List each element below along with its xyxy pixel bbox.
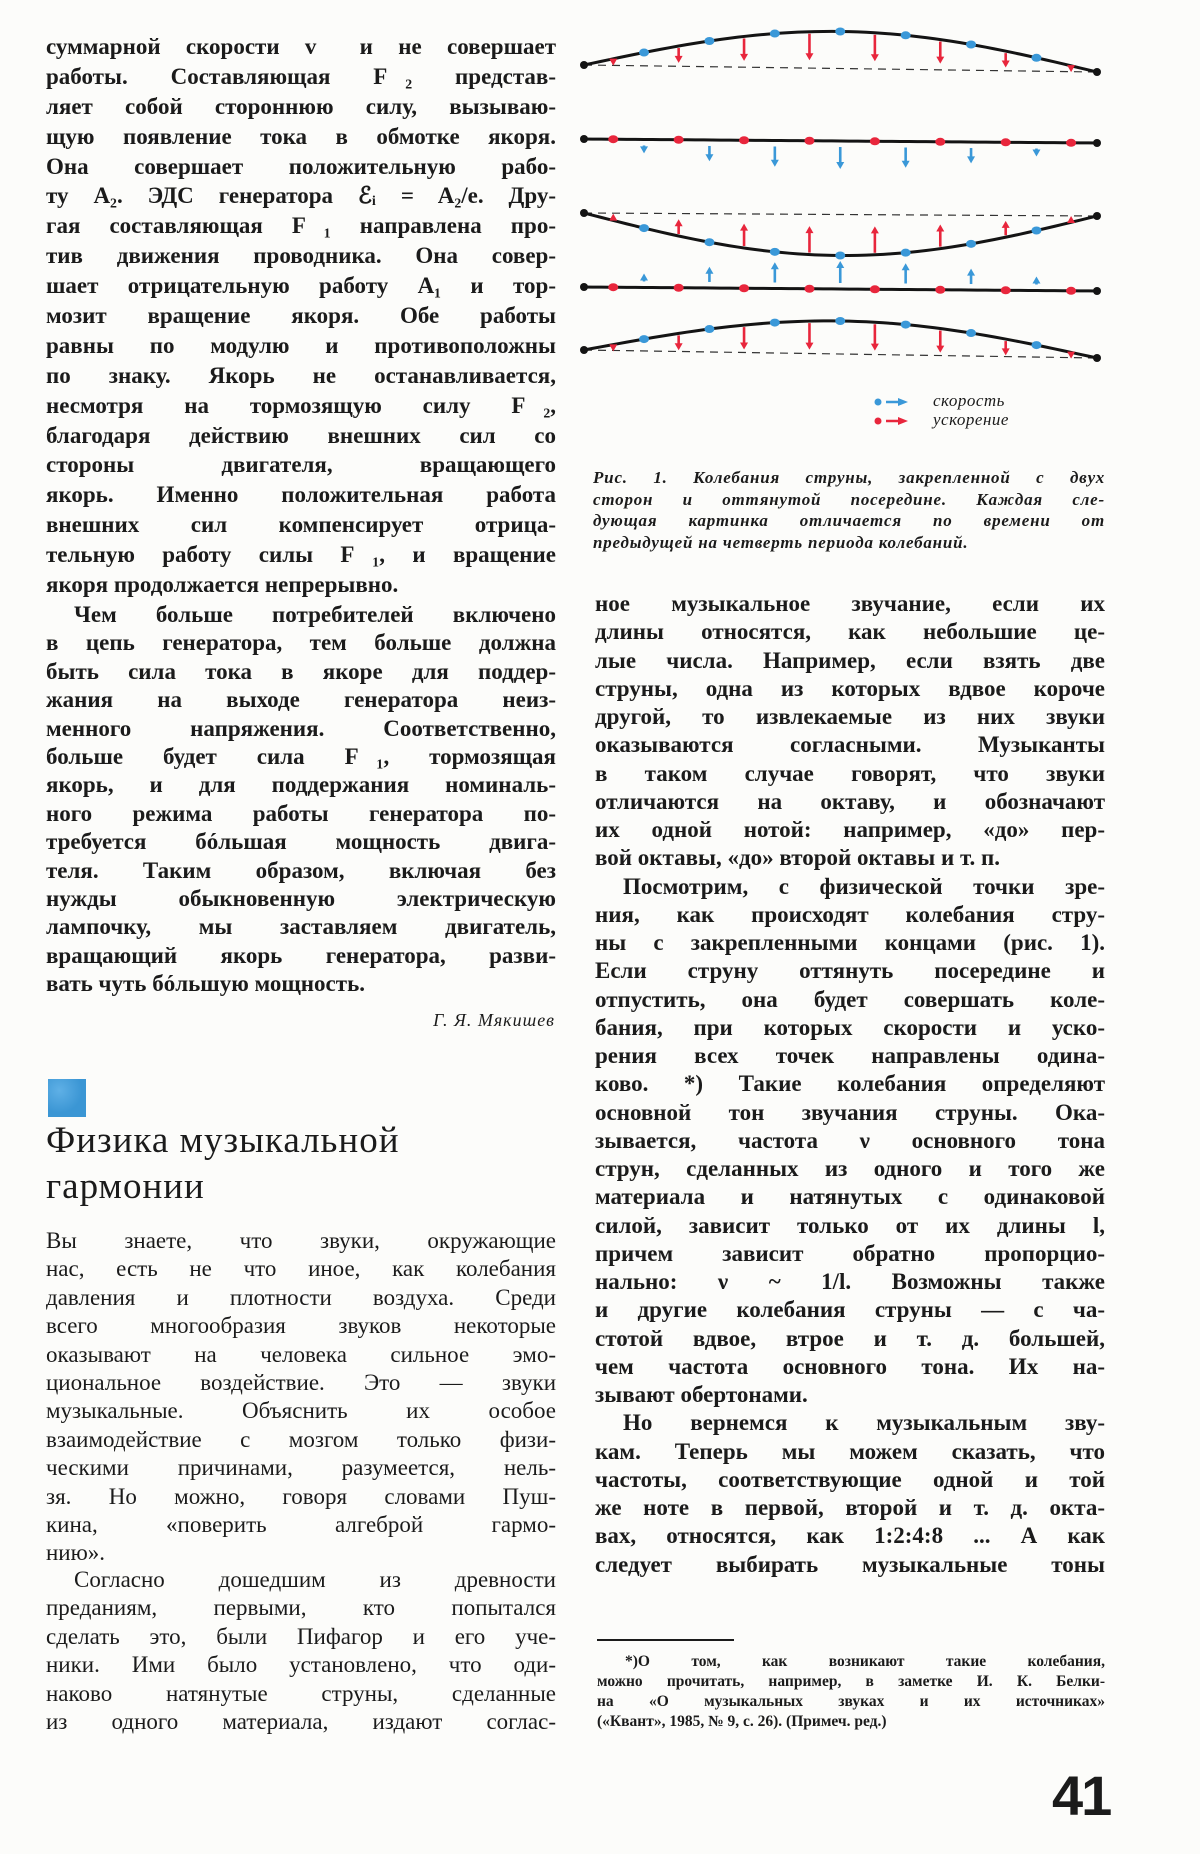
- figure-caption: [593, 467, 1105, 554]
- text-line: ния, как происходят колебания стру-: [595, 901, 1105, 927]
- text-line: всего многообразия звуков некоторые: [46, 1313, 556, 1339]
- string-oscillation-figure: [0, 0, 1200, 440]
- text-line: оказывают на человека сильное эмо-: [46, 1341, 556, 1367]
- text-line: несмотря на тормозящую силу F⃗₂,: [46, 392, 556, 418]
- string-line: [584, 139, 1097, 143]
- acceleration-zero-point: [870, 285, 880, 293]
- velocity-zero-point: [639, 224, 649, 232]
- velocity-zero-point: [966, 240, 976, 248]
- text-line: наково натянутые струны, сделанные: [46, 1680, 556, 1706]
- text-line: на «О музыкальных звуках и их источниках»: [597, 1693, 1105, 1710]
- text-line: лые числа. Например, если взять две: [595, 647, 1105, 673]
- text-line: работы. Составляющая F⃗₂ представ-: [46, 63, 556, 89]
- velocity-zero-point: [1031, 54, 1041, 62]
- text-line: ляет собой стороннюю силу, вызываю-: [46, 93, 556, 119]
- text-line: частоты, соответствующие одной и той: [595, 1466, 1105, 1492]
- text-line: Чем больше потребителей включено: [74, 602, 556, 627]
- velocity-zero-point: [966, 40, 976, 48]
- legend-acceleration-arrowhead: [898, 417, 908, 425]
- arrow-head: [1002, 221, 1010, 228]
- text-line: сделать это, были Пифагор и его уче-: [46, 1623, 556, 1649]
- text-line: вой октавы, «до» второй октавы и т. п.: [595, 845, 1001, 871]
- acceleration-zero-point: [804, 137, 814, 145]
- arrow-head: [805, 226, 813, 233]
- acceleration-zero-point: [1001, 138, 1011, 146]
- text-line: отличаются на октаву, и обозначают: [595, 788, 1105, 814]
- acceleration-zero-point: [674, 136, 684, 144]
- text-line: ны с закрепленными концами (рис. 1).: [595, 930, 1105, 955]
- string-fixed-end: [1093, 68, 1101, 76]
- string-fixed-end: [580, 346, 588, 354]
- velocity-zero-point: [835, 27, 845, 35]
- page-number: 41: [1052, 1764, 1111, 1827]
- right-column-text: [595, 590, 1105, 1579]
- arrow-head: [967, 156, 975, 163]
- text-line: оказываются согласными. Музыканты: [595, 732, 1105, 758]
- text-line: ту A₂. ЭДС генератора ℰᵢ = A₂/e. Дру-: [46, 183, 556, 209]
- velocity-zero-point: [1031, 341, 1041, 349]
- velocity-zero-point: [966, 329, 976, 337]
- arrow-head: [805, 343, 813, 350]
- text-line: вать чуть бóльшую мощность.: [46, 971, 365, 997]
- arrow-head: [609, 59, 617, 66]
- text-line: внешних сил компенсирует отрица-: [46, 512, 556, 538]
- arrow-head: [771, 160, 779, 167]
- text-line: нас, есть не что иное, как колебания: [46, 1256, 556, 1282]
- arrow-head: [740, 54, 748, 61]
- text-line: тельную работу силы F⃗₁, и вращение: [46, 542, 556, 568]
- velocity-zero-point: [704, 238, 714, 246]
- text-line: благодаря действию внешних сил со: [46, 422, 556, 448]
- text-line: суммарной скорости v⃗ и не совершает: [46, 34, 556, 59]
- text-line: струн, сделанных из одного и того же: [595, 1156, 1105, 1181]
- arrow-head: [836, 261, 844, 268]
- left-paragraph-2: [46, 601, 556, 998]
- text-line: циональное воздействие. Это — звуки: [46, 1369, 556, 1395]
- arrow-head: [936, 225, 944, 232]
- footnote: [597, 1652, 1105, 1732]
- text-line: теля. Таким образом, включая без: [46, 857, 556, 883]
- velocity-zero-point: [901, 321, 911, 329]
- text-line: в цепь генератора, тем больше должна: [46, 630, 556, 656]
- arrow-head: [1002, 348, 1010, 355]
- legend-label-acceleration: ускорение: [933, 410, 1009, 429]
- legend-velocity-arrowhead: [898, 398, 908, 406]
- arrow-head: [1067, 216, 1075, 223]
- text-line: причем зависит обратно пропорцио-: [595, 1240, 1105, 1266]
- velocity-zero-point: [704, 37, 714, 45]
- text-line: требуется бóльшая мощность двига-: [46, 829, 556, 855]
- arrow-head: [675, 219, 683, 226]
- text-line: их одной нотой: например, «до» пер-: [595, 817, 1105, 842]
- text-line: длины относятся, как небольшие це-: [595, 619, 1105, 645]
- arrow-head: [902, 263, 910, 270]
- text-line: ного режима работы генератора по-: [46, 800, 556, 826]
- velocity-zero-point: [704, 325, 714, 333]
- arrow-head: [967, 269, 975, 276]
- arrow-head: [871, 344, 879, 351]
- text-line: кина, «поверить алгеброй гармо-: [46, 1511, 556, 1537]
- velocity-zero-point: [901, 249, 911, 257]
- arrow-head: [675, 56, 683, 63]
- section-marker-square: [48, 1079, 86, 1117]
- text-line: якорь. Именно положительная работа: [46, 482, 556, 508]
- arrow-head: [1032, 149, 1040, 156]
- section-title-line: гармонии: [46, 1166, 205, 1207]
- text-line: чем частота основного тона. Их на-: [595, 1353, 1105, 1379]
- velocity-zero-point: [770, 319, 780, 327]
- arrow-head: [740, 343, 748, 350]
- arrow-head: [936, 346, 944, 353]
- arrow-head: [1067, 65, 1075, 72]
- text-line: Согласно дошедшим из древности: [74, 1567, 556, 1592]
- arrow-head: [902, 161, 910, 168]
- velocity-zero-point: [835, 317, 845, 325]
- author-signature: Г. Я. Мякишев: [433, 1010, 555, 1030]
- legend-label-velocity: скорость: [933, 391, 1005, 410]
- legend-velocity-dot: [875, 399, 882, 406]
- velocity-zero-point: [835, 251, 845, 259]
- velocity-zero-point: [770, 248, 780, 256]
- string-line: [584, 213, 1097, 256]
- text-line: же ноте в первой, второй и т. д. окта-: [595, 1495, 1105, 1520]
- text-line: ники. Ими было установлено, что оди-: [46, 1652, 556, 1678]
- text-line: по знаку. Якорь не останавливается,: [46, 362, 556, 388]
- text-line: силой, зависит только от их длины l,: [595, 1212, 1105, 1238]
- equilibrium-dashed-line: [584, 213, 1097, 216]
- text-line: предыдущей на четверть периода колебаний.: [593, 533, 969, 553]
- text-line: нужды обыкновенную электрическую: [46, 885, 556, 911]
- arrow-head: [705, 154, 713, 161]
- text-line: материала и натянутых с одинаковой: [595, 1184, 1105, 1210]
- acceleration-zero-point: [608, 283, 618, 291]
- acceleration-zero-point: [608, 135, 618, 143]
- text-line: лампочку, мы заставляем двигатель,: [46, 914, 556, 940]
- equilibrium-dashed-line: [584, 65, 1097, 72]
- text-line: ково. *) Такие колебания определяют: [595, 1071, 1105, 1097]
- text-line: в таком случае говорят, что звуки: [595, 760, 1105, 786]
- text-line: вращающий якорь генератора, разви-: [46, 942, 556, 968]
- text-line: взаимодействие с мозгом только физи-: [46, 1426, 556, 1452]
- acceleration-zero-point: [870, 137, 880, 145]
- text-line: стороны двигателя, вращающего: [46, 452, 556, 478]
- arrow-head: [740, 224, 748, 231]
- text-line: и другие колебания струны — с ча-: [595, 1297, 1105, 1323]
- text-line: Рис. 1. Колебания струны, закрепленной с двух: [593, 468, 1105, 487]
- text-line: ное музыкальное звучание, если их: [595, 591, 1105, 616]
- text-line: зя. Но можно, говоря словами Пуш-: [46, 1483, 556, 1509]
- arrow-head: [675, 343, 683, 350]
- text-line: можно прочитать, например, в заметке И. К. Белки-: [597, 1673, 1105, 1690]
- text-line: дующая картинка отличается по времени от: [593, 511, 1105, 531]
- velocity-zero-point: [770, 30, 780, 38]
- legend-acceleration-dot: [875, 418, 882, 425]
- acceleration-zero-point: [674, 284, 684, 292]
- section-paragraph-2: [46, 1566, 556, 1736]
- equilibrium-dashed-line: [584, 350, 1097, 358]
- text-line: быть сила тока в якоре для поддер-: [46, 658, 556, 684]
- acceleration-zero-point: [739, 284, 749, 292]
- text-line: Она совершает положительную рабо-: [46, 153, 556, 179]
- acceleration-zero-point: [804, 285, 814, 293]
- string-fixed-end: [580, 283, 588, 291]
- string-fixed-end: [1093, 139, 1101, 147]
- text-line: Вы знаете, что звуки, окружающие: [46, 1228, 556, 1253]
- text-line: якорь, и для поддержания номиналь-: [46, 772, 556, 798]
- velocity-zero-point: [901, 31, 911, 39]
- text-line: рения всех точек направлены одина-: [595, 1043, 1105, 1068]
- text-line: другой, то извлекаемые из них звуки: [595, 704, 1105, 729]
- text-line: тив движения проводника. Она совер-: [46, 243, 556, 269]
- text-line: Но вернемся к музыкальным зву-: [623, 1410, 1105, 1436]
- string-fixed-end: [1093, 212, 1101, 220]
- arrow-head: [705, 267, 713, 274]
- acceleration-zero-point: [1001, 286, 1011, 294]
- text-line: сторон и оттянутой посередине. Каждая сле-: [593, 489, 1105, 509]
- text-line: из одного материала, издают соглас-: [46, 1708, 556, 1734]
- text-line: зывают обертонами.: [595, 1382, 808, 1407]
- arrow-head: [1032, 277, 1040, 284]
- text-line: равны по модулю и противоположны: [46, 332, 556, 358]
- text-line: ческими причинами, разумеется, нель-: [46, 1455, 556, 1481]
- acceleration-zero-point: [935, 138, 945, 146]
- velocity-zero-point: [639, 335, 649, 343]
- text-line: щую появление тока в обмотке якоря.: [46, 123, 556, 149]
- arrow-head: [640, 146, 648, 153]
- text-line: стотой вдвое, втрое и т. д. большей,: [595, 1325, 1105, 1351]
- text-line: гая составляющая F⃗₁ направлена про-: [46, 213, 556, 239]
- arrow-head: [640, 274, 648, 281]
- text-line: бания, при которых скорости и уско-: [595, 1014, 1105, 1040]
- text-line: зывается, частота ν основного тона: [595, 1127, 1105, 1153]
- text-line: музыкальные. Объяснить их особое: [46, 1398, 556, 1424]
- text-line: больше будет сила F⃗₁, тормозящая: [46, 743, 556, 769]
- section-title-line: Физика музыкальной: [46, 1120, 400, 1161]
- section-paragraph-1: [46, 1227, 556, 1568]
- text-line: («Квант», 1985, № 9, с. 26). (Примеч. ред.): [597, 1713, 887, 1730]
- footnote-divider: [597, 1639, 734, 1641]
- text-line: менного напряжения. Соответственно,: [46, 715, 556, 741]
- text-line: кам. Теперь мы можем сказать, что: [595, 1438, 1105, 1464]
- string-fixed-end: [580, 209, 588, 217]
- string-fixed-end: [580, 135, 588, 143]
- text-line: вах, относятся, как 1:2:4:8 ... А как: [595, 1523, 1105, 1549]
- arrow-head: [805, 53, 813, 60]
- acceleration-zero-point: [739, 136, 749, 144]
- text-line: Посмотрим, с физической точки зре-: [623, 873, 1105, 899]
- text-line: мозит вращение якоря. Обе работы: [46, 303, 556, 329]
- arrow-head: [836, 162, 844, 169]
- text-line: нию».: [46, 1540, 106, 1566]
- string-line: [584, 321, 1097, 358]
- arrow-head: [936, 57, 944, 64]
- arrow-head: [1067, 352, 1075, 359]
- text-line: следует выбирать музыкальные тоны: [595, 1551, 1105, 1577]
- velocity-zero-point: [1031, 226, 1041, 234]
- string-fixed-end: [1093, 287, 1101, 295]
- text-line: якоря продолжается непрерывно.: [46, 572, 399, 598]
- string-fixed-end: [1093, 354, 1101, 362]
- text-line: нально: ν ~ 1/l. Возможны также: [595, 1269, 1105, 1294]
- acceleration-zero-point: [1066, 139, 1076, 147]
- text-line: струны, одна из которых вдвое короче: [595, 675, 1105, 701]
- arrow-head: [871, 226, 879, 233]
- arrow-head: [871, 54, 879, 61]
- text-line: Если струну оттянуть посередине и: [595, 958, 1105, 984]
- acceleration-zero-point: [935, 286, 945, 294]
- text-line: жания на выходе генератора неиз-: [46, 687, 556, 713]
- text-line: давления и плотности воздуха. Среди: [46, 1284, 556, 1310]
- string-fixed-end: [580, 61, 588, 69]
- section-title: [46, 1118, 400, 1210]
- arrow-head: [771, 262, 779, 269]
- text-line: преданиям, первыми, кто попытался: [46, 1595, 556, 1621]
- text-line: отпустить, она будет совершать коле-: [595, 986, 1105, 1012]
- velocity-zero-point: [639, 49, 649, 57]
- text-line: шает отрицательную работу A₁ и тор-: [46, 273, 556, 299]
- text-line: основной тон звучания струны. Ока-: [595, 1099, 1105, 1125]
- arrow-head: [609, 214, 617, 221]
- string-line: [584, 287, 1097, 291]
- text-line: *)О том, как возникают такие колебания,: [625, 1653, 1105, 1670]
- acceleration-zero-point: [1066, 287, 1076, 295]
- arrow-head: [1002, 60, 1010, 67]
